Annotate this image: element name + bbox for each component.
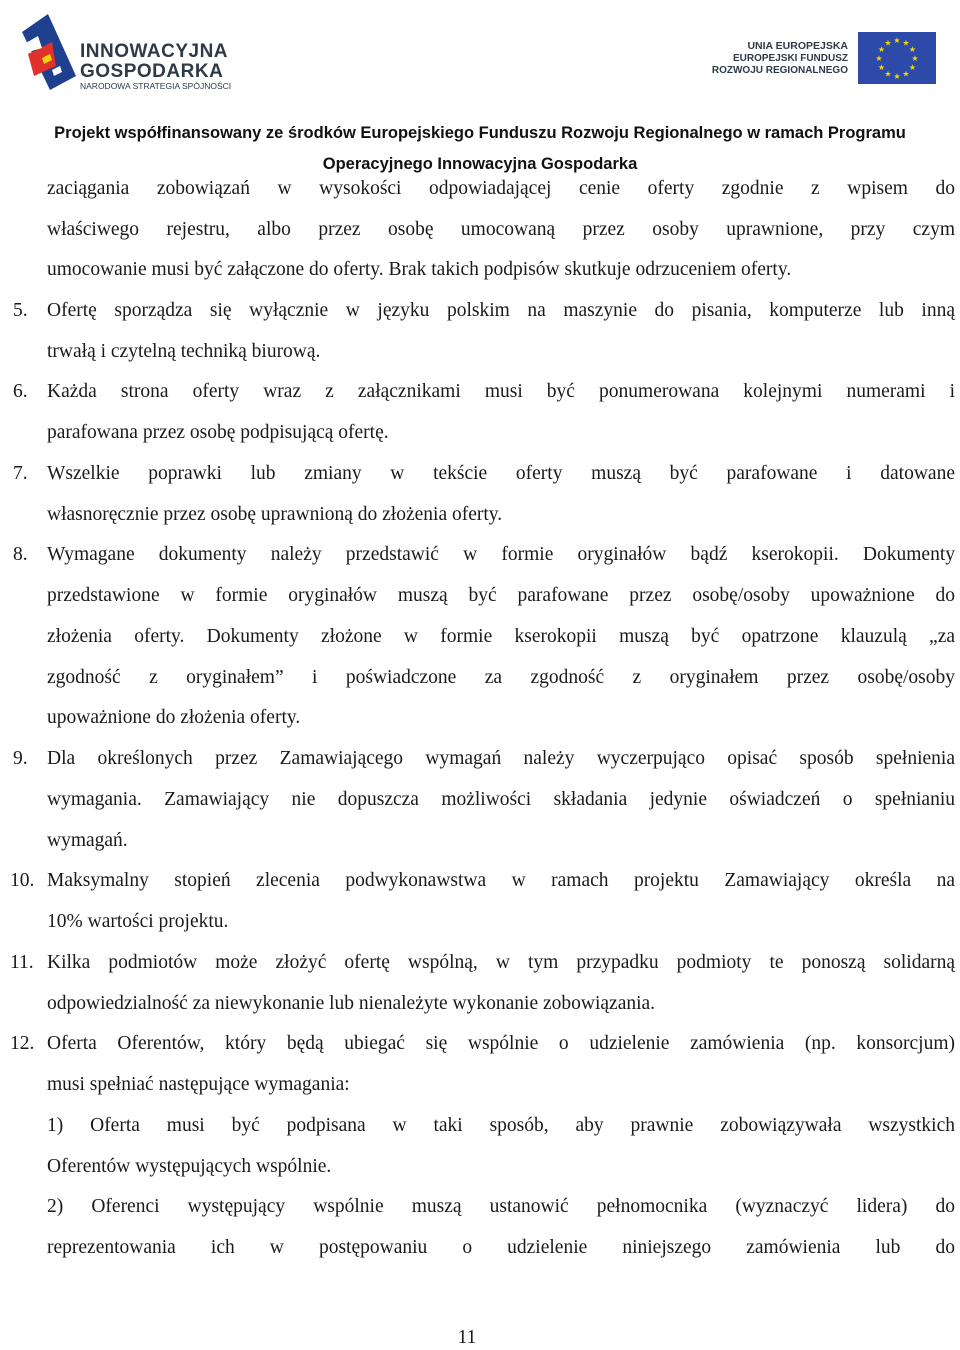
eu-logo-line-1: UNIA EUROPEJSKA (747, 40, 848, 52)
body-line: odpowiedzialność za niewykonanie lub nienależyte wykonanie zobowiązania. (47, 993, 656, 1014)
eu-flag-icon (858, 32, 936, 84)
list-number: 11. (10, 952, 34, 973)
body-line: Oferta Oferentów, który będą ubiegać się wspólnie o udzielenie zamówienia (np. konsorcjum) (47, 1033, 955, 1054)
body-line: Kilka podmiotów może złożyć ofertę wspólną, w tym przypadku podmioty te ponoszą solidarną (47, 952, 955, 973)
list-number: 5. (13, 300, 28, 321)
list-number: 12. (10, 1033, 35, 1054)
body-line: 10% wartości projektu. (47, 911, 229, 932)
svg-text:★: ★ (908, 45, 917, 54)
project-funding-line-2: Operacyjnego Innowacyjna Gospodarka (322, 155, 638, 173)
body-line: złożenia oferty. Dokumenty złożone w formie kserokopii muszą być opatrzone klauzulą „za (47, 626, 955, 647)
body-line: wymagania. Zamawiający nie dopuszcza możliwości składania jedynie oświadczeń o spełnianiu (47, 789, 955, 810)
body-line: Ofertę sporządza się wyłącznie w języku polskim na maszynie do pisania, komputerze lub inną (47, 300, 955, 321)
body-line: parafowana przez osobę podpisującą ofertę. (47, 422, 389, 443)
body-line: Oferentów występujących wspólnie. (47, 1156, 332, 1177)
list-number: 8. (13, 544, 28, 565)
list-number: 6. (13, 381, 28, 402)
list-number: 7. (13, 463, 28, 484)
list-number: 9. (13, 748, 28, 769)
logo-line-2: GOSPODARKA (80, 61, 224, 82)
body-line: reprezentowania ich w postępowaniu o udzielenie niniejszego zamówienia lub do (47, 1237, 955, 1258)
innowacyjna-gospodarka-logo-icon (22, 14, 78, 90)
innowacyjna-gospodarka-logo (22, 14, 262, 90)
logo-line-1: INNOWACYJNA (80, 41, 229, 62)
svg-text:★: ★ (893, 36, 901, 45)
body-line: zaciągania zobowiązań w wysokości odpowiadającej cenie oferty zgodnie z wpisem do (47, 178, 955, 199)
body-line: właściwego rejestru, albo przez osobę umocowaną przez osoby uprawnione, przy czym (47, 219, 955, 240)
eu-logo-line-2: EUROPEJSKI FUNDUSZ (732, 53, 848, 64)
body-line: Każda strona oferty wraz z załącznikami musi być ponumerowana kolejnymi numerami i (47, 381, 955, 402)
svg-text:★: ★ (902, 69, 910, 79)
body-line: 2) Oferenci występujący wspólnie muszą ustanowić pełnomocnika (wyznaczyć lidera) do (47, 1196, 955, 1217)
body-line: Maksymalny stopień zlecenia podwykonawstwa w ramach projektu Zamawiający określa na (47, 870, 955, 891)
body-line: trwałą i czytelną techniką biurową. (47, 341, 321, 362)
body-line: przedstawione w formie oryginałów muszą być parafowane przez osobę/osoby upoważnione do (47, 585, 955, 606)
body-line: Dla określonych przez Zamawiającego wymagań należy wyczerpująco opisać sposób spełnienia (47, 748, 955, 769)
svg-text:★: ★ (902, 38, 910, 48)
svg-text:★: ★ (911, 54, 919, 63)
body-line: umocowanie musi być załączone do oferty. Brak takich podpisów skutkuje odrzuceniem oferty. (47, 259, 792, 280)
body-line: zgodność z oryginałem” i poświadczone za zgodność z oryginałem przez osobę/osoby (47, 667, 955, 688)
body-line: własnoręcznie przez osobę uprawnioną do złożenia oferty. (47, 504, 503, 525)
body-line: Wszelkie poprawki lub zmiany w tekście oferty muszą być parafowane i datowane (47, 463, 955, 484)
eu-logo-line-3: ROZWOJU REGIONALNEGO (711, 65, 848, 76)
logo-line-3: NARODOWA STRATEGIA SPÓJNOŚCI (80, 81, 232, 91)
svg-text:★: ★ (877, 63, 886, 72)
svg-text:★: ★ (884, 69, 892, 79)
page-number: 11 (457, 1327, 477, 1348)
svg-text:★: ★ (884, 38, 892, 48)
body-line: musi spełniać następujące wymagania: (47, 1074, 350, 1095)
svg-text:★: ★ (893, 72, 901, 81)
body-line: 1) Oferta musi być podpisana w taki sposób, aby prawnie zobowiązywała wszystkich (47, 1115, 955, 1136)
body-line: wymagań. (47, 830, 128, 851)
body-line: Wymagane dokumenty należy przedstawić w formie oryginałów bądź kserokopii. Dokumenty (47, 544, 955, 565)
svg-text:★: ★ (875, 54, 883, 63)
eu-logo (711, 30, 936, 86)
body-line: upoważnione do złożenia oferty. (47, 707, 301, 728)
svg-text:★: ★ (908, 63, 917, 72)
project-funding-line-1: Projekt współfinansowany ze środków Europejskiego Funduszu Rozwoju Regionalnego w ramach Programu (54, 124, 906, 142)
svg-text:★: ★ (877, 45, 886, 54)
list-number: 10. (10, 870, 35, 891)
